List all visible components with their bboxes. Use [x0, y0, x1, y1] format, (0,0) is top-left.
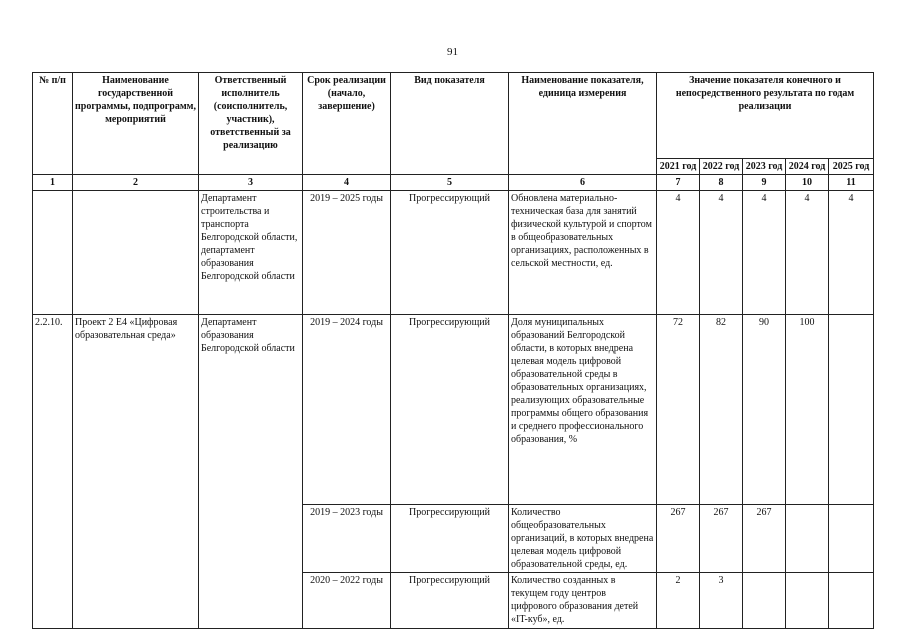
row-responsible: Департамент образования Белгородской области [199, 315, 303, 629]
row-value-2024: 100 [786, 315, 829, 505]
column-number: 7 [657, 175, 700, 191]
row-value-2022: 4 [700, 191, 743, 315]
row-value-2024 [786, 573, 829, 629]
table-row [33, 315, 874, 505]
column-number: 6 [509, 175, 657, 191]
header-term: Срок реализации (начало, завершение) [303, 73, 391, 175]
column-number: 2 [73, 175, 199, 191]
row-name: Проект 2 Е4 «Цифровая образовательная среда» [73, 315, 199, 629]
row-value-2021: 2 [657, 573, 700, 629]
row-value-2025 [829, 315, 874, 505]
row-value-2023: 4 [743, 191, 786, 315]
column-number: 1 [33, 175, 73, 191]
row-name [73, 191, 199, 315]
row-indicator: Количество созданных в текущем году центров цифрового образования детей «IT-куб», ед. [509, 573, 657, 629]
column-number: 3 [199, 175, 303, 191]
header-row [33, 73, 874, 159]
header-year-2021: 2021 год [657, 159, 700, 175]
header-responsible: Ответственный исполнитель (соисполнитель, участник), ответственный за реализацию [199, 73, 303, 175]
row-indicator: Обновлена материально-техническая база для занятий физической культурой и спортом в общеобразовательных организациях, расположенных в сельской местности, ед. [509, 191, 657, 315]
header-year-2024: 2024 год [786, 159, 829, 175]
row-kind: Прогрессирующий [391, 191, 509, 315]
row-indicator: Доля муниципальных образований Белгородской области, в которых внедрена целевая модель цифровой образовательной среды в образовательных организациях, реализующих образовательные программы общего образования и среднего профессионального образования, % [509, 315, 657, 505]
row-value-2024 [786, 505, 829, 573]
table-row [33, 191, 874, 315]
row-value-2023: 90 [743, 315, 786, 505]
header-year-2022: 2022 год [700, 159, 743, 175]
row-value-2023 [743, 573, 786, 629]
row-value-2025 [829, 573, 874, 629]
row-value-2022: 267 [700, 505, 743, 573]
row-value-2024: 4 [786, 191, 829, 315]
row-value-2022: 3 [700, 573, 743, 629]
row-value-2021: 72 [657, 315, 700, 505]
row-value-2023: 267 [743, 505, 786, 573]
row-value-2021: 267 [657, 505, 700, 573]
row-responsible: Департамент строительства и транспорта Белгородской области, департамент образования Белгородской области [199, 191, 303, 315]
row-term: 2019 – 2024 годы [303, 315, 391, 505]
row-value-2025: 4 [829, 191, 874, 315]
row-kind: Прогрессирующий [391, 315, 509, 505]
indicators-table [32, 72, 874, 629]
header-indicator: Наименование показателя, единица измерения [509, 73, 657, 175]
row-kind: Прогрессирующий [391, 505, 509, 573]
row-value-2022: 82 [700, 315, 743, 505]
page-number: 91 [447, 46, 458, 58]
row-indicator: Количество общеобразовательных организаций, в которых внедрена целевая модель цифровой образовательной среды, ед. [509, 505, 657, 573]
column-number: 10 [786, 175, 829, 191]
column-number: 11 [829, 175, 874, 191]
header-kind: Вид показателя [391, 73, 509, 175]
header-values-group: Значение показателя конечного и непосредственного результата по годам реализации [657, 73, 874, 159]
row-num: 2.2.10. [33, 315, 73, 629]
column-number: 5 [391, 175, 509, 191]
row-num [33, 191, 73, 315]
row-term: 2020 – 2022 годы [303, 573, 391, 629]
row-value-2021: 4 [657, 191, 700, 315]
header-year-2023: 2023 год [743, 159, 786, 175]
header-program-name: Наименование государственной программы, подпрограмм, мероприятий [73, 73, 199, 175]
column-number: 4 [303, 175, 391, 191]
header-year-2025: 2025 год [829, 159, 874, 175]
header-num: № п/п [33, 73, 73, 175]
column-number: 8 [700, 175, 743, 191]
row-term: 2019 – 2025 годы [303, 191, 391, 315]
row-kind: Прогрессирующий [391, 573, 509, 629]
row-term: 2019 – 2023 годы [303, 505, 391, 573]
column-number: 9 [743, 175, 786, 191]
column-number-row [33, 175, 874, 191]
row-value-2025 [829, 505, 874, 573]
